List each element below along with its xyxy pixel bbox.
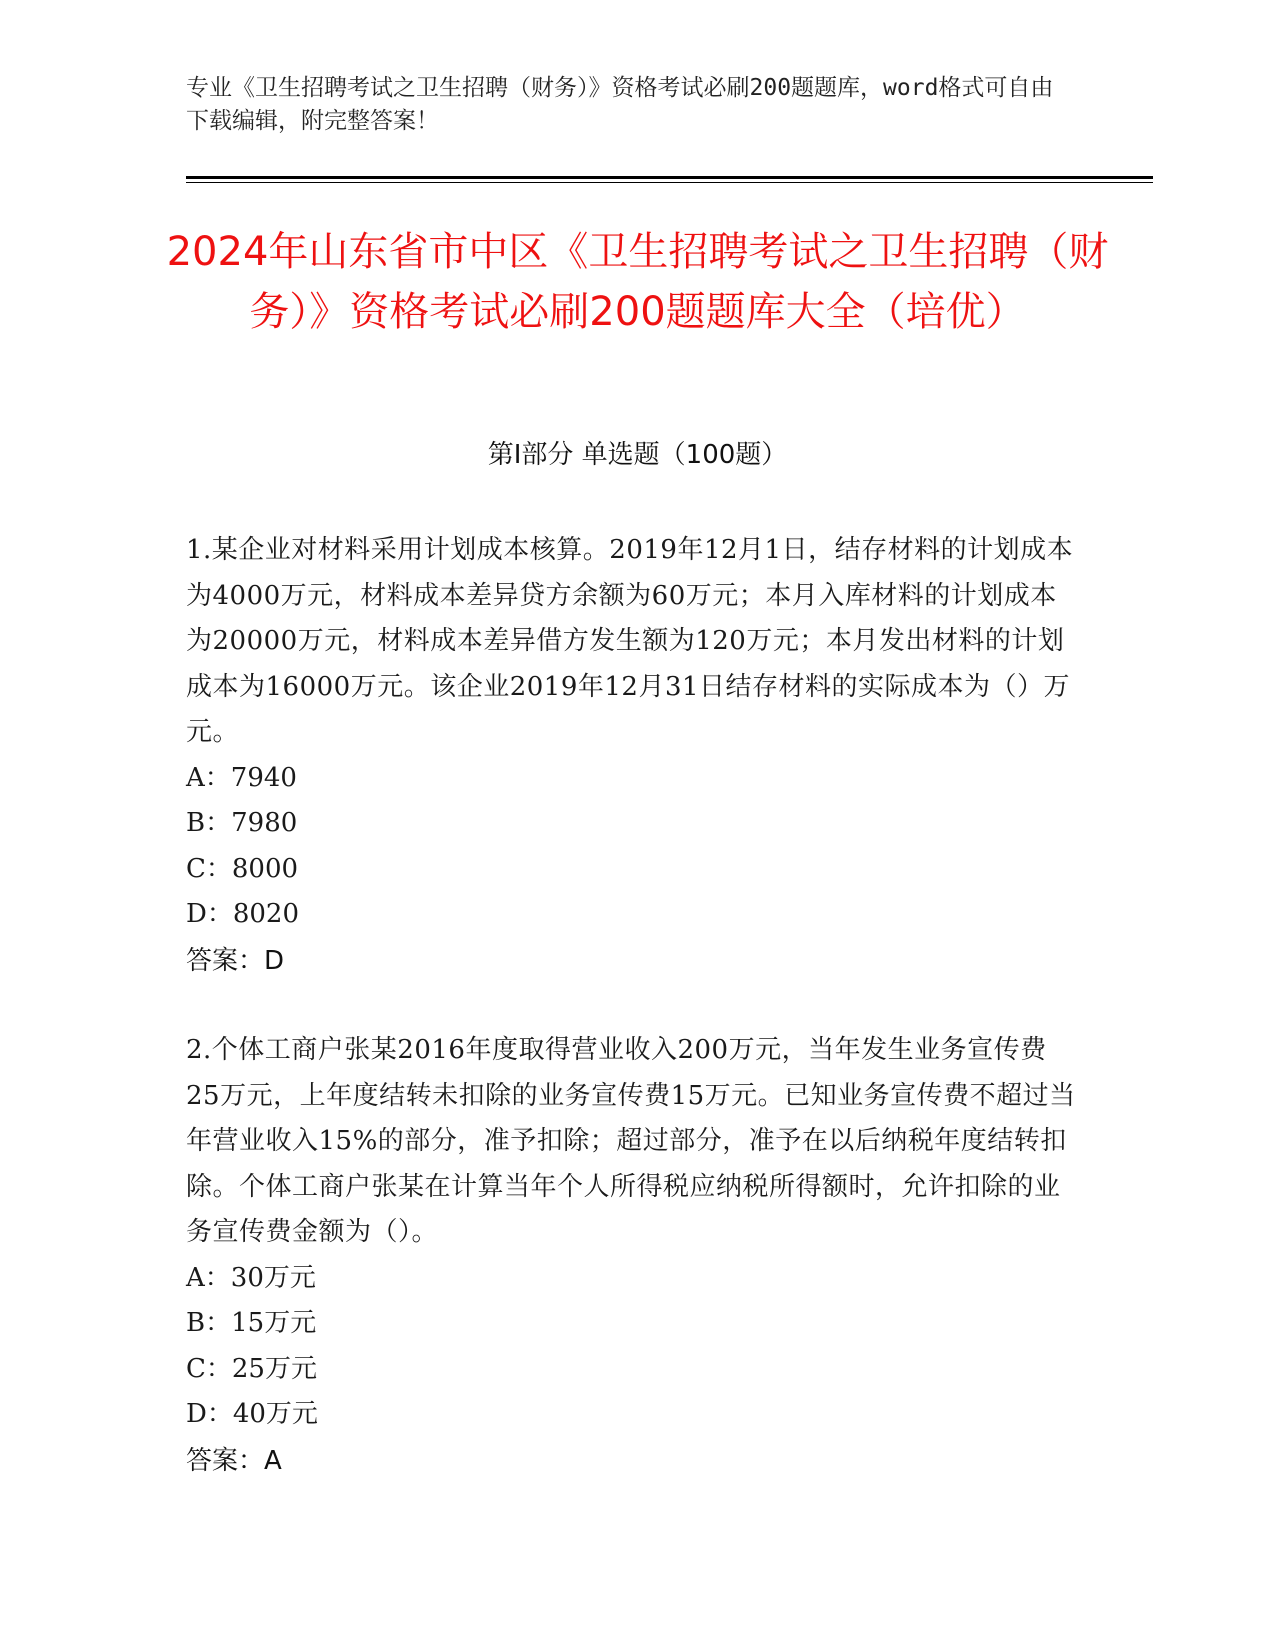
option-a: A：7940: [186, 762, 297, 793]
header-divider-thin: [186, 182, 1153, 183]
question-stem: 1.某企业对材料采用计划成本核算。2019年12月1日，结存材料的计划成本为4000万元，材料成本差异贷方余额为60万元；本月入库材料的计划成本为20000万元，材料成本差异借方发生额为120万元；本月发出材料的计划成本为16000万元。该企业2019年12月31日结存材料的实际成本为（）万元。: [186, 535, 1074, 747]
document-title: 2024年山东省市中区《卫生招聘考试之卫生招聘（财务）》资格考试必刷200题题库大全（培优）: [166, 229, 1109, 335]
section-title: 第Ⅰ部分 单选题（100题）: [487, 440, 788, 470]
option-c: C：25万元: [186, 1353, 317, 1384]
question-1: [186, 528, 1076, 984]
option-d: D：40万元: [186, 1399, 318, 1429]
answer: 答案：D: [186, 945, 285, 976]
header-divider-thick: [186, 176, 1153, 179]
header-note: 专业《卫生招聘考试之卫生招聘（财务）》资格考试必刷200题题库，word格式可自由下载编辑，附完整答案！: [186, 75, 1054, 134]
option-c: C：8000: [186, 853, 299, 884]
option-b: B：15万元: [186, 1308, 317, 1338]
answer: 答案：A: [186, 1445, 282, 1476]
question-2: [186, 1028, 1076, 1484]
option-d: D：8020: [186, 899, 300, 929]
question-stem: 2.个体工商户张某2016年度取得营业收入200万元，当年发生业务宣传费25万元，上年度结转未扣除的业务宣传费15万元。已知业务宣传费不超过当年营业收入15%的部分，准予扣除；超过部分，准予在以后纳税年度结转扣除。个体工商户张某在计算当年个人所得税应纳税所得额时，允许扣除的业务宣传费金额为（）。: [186, 1035, 1076, 1247]
option-b: B：7980: [186, 808, 298, 838]
option-a: A：30万元: [186, 1262, 316, 1293]
